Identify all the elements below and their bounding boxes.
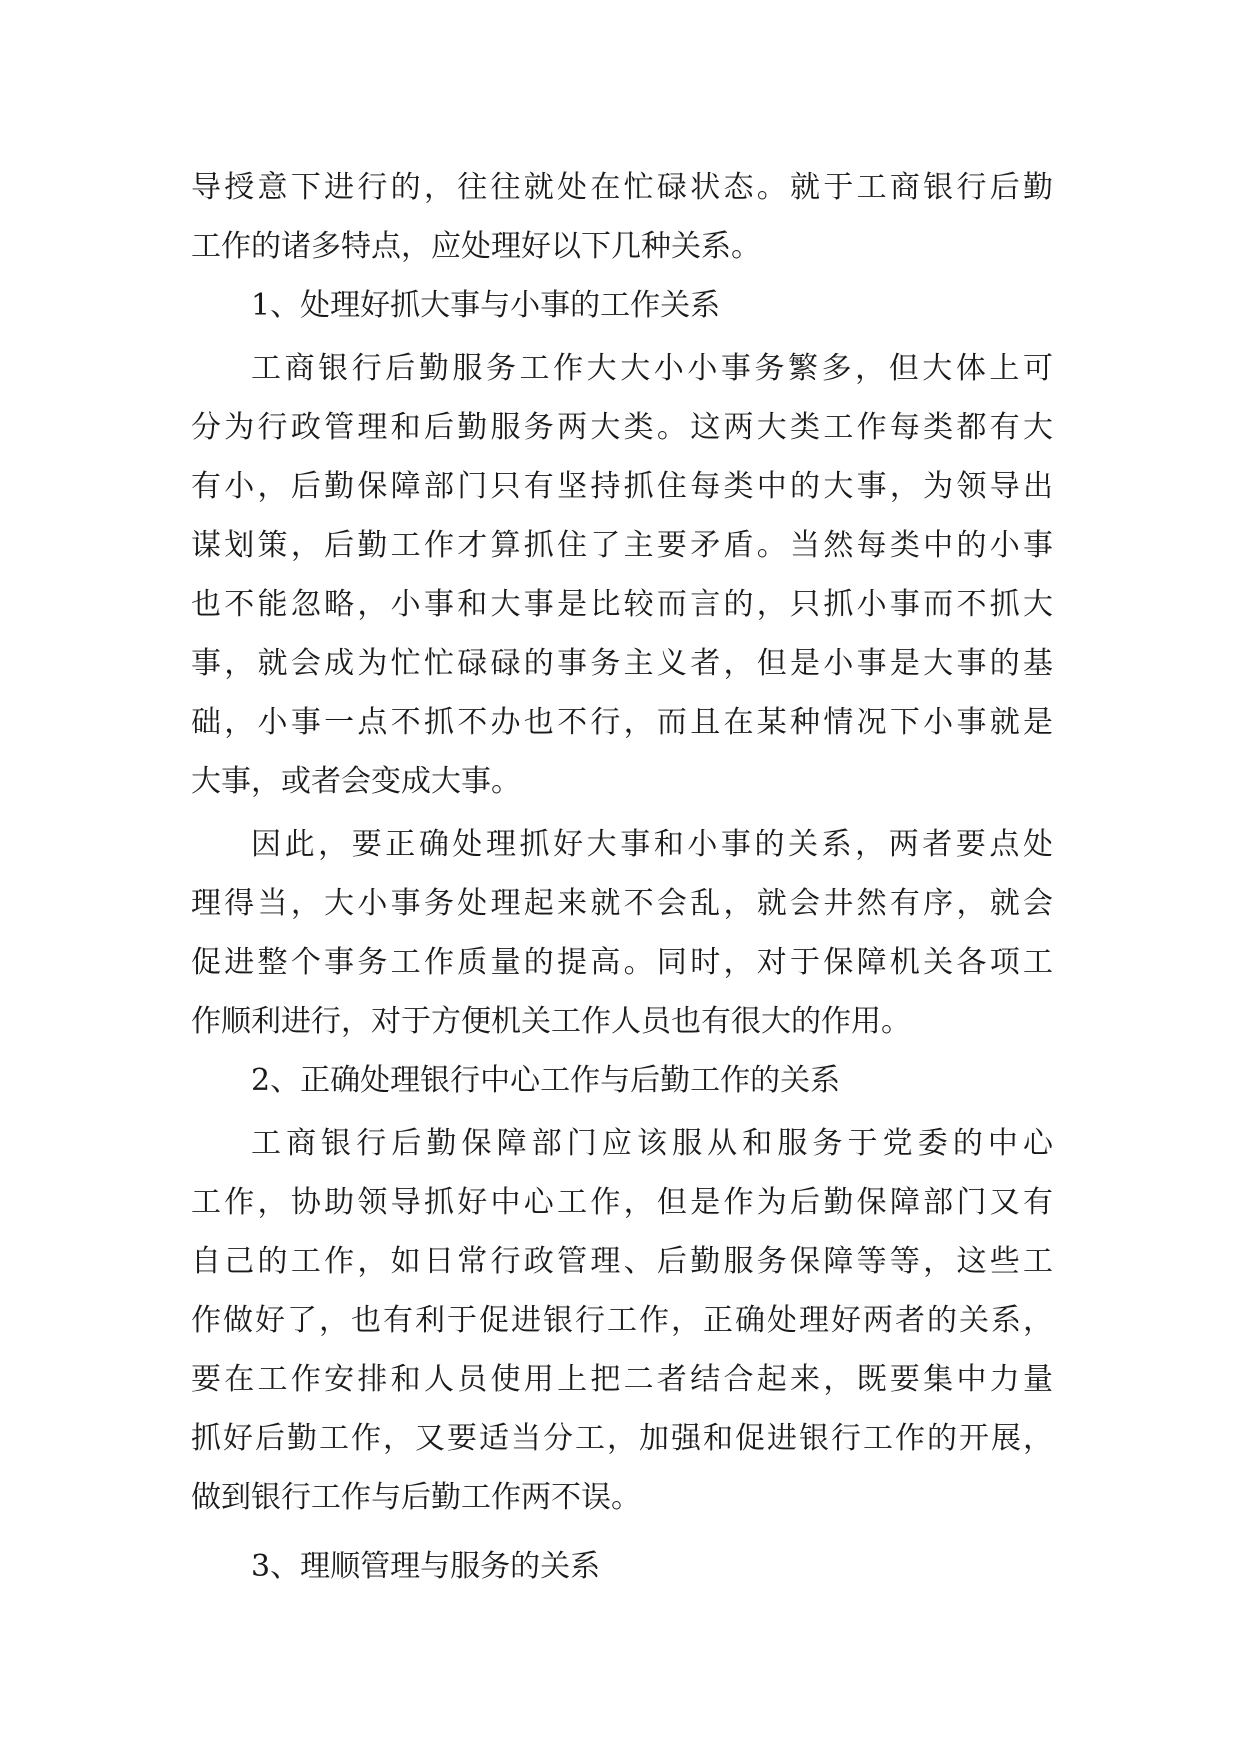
- section-heading-3: 3、理顺管理与服务的关系: [251, 1549, 601, 1584]
- document-body: [191, 158, 1053, 1596]
- section1-paragraph-2: [191, 815, 1053, 1051]
- text-line: 因此，要正确处理抓好大事和小事的关系，两者要点处: [251, 827, 1053, 862]
- text-line: 理得当，大小事务处理起来就不会乱，就会井然有序，就会: [191, 886, 1053, 921]
- section-heading-2: 2、正确处理银行中心工作与后勤工作的关系: [251, 1063, 841, 1098]
- text-line: 谋划策，后勤工作才算抓住了主要矛盾。当然每类中的小事: [191, 528, 1053, 563]
- text-line: 作顺利进行，对于方便机关工作人员也有很大的作用。: [191, 1004, 911, 1039]
- text-line: 也不能忽略，小事和大事是比较而言的，只抓小事而不抓大: [191, 587, 1053, 622]
- text-line: 工商银行后勤保障部门应该服从和服务于党委的中心: [251, 1126, 1053, 1161]
- text-line: 促进整个事务工作质量的提高。同时，对于保障机关各项工: [191, 945, 1053, 980]
- text-line: 事，就会成为忙忙碌碌的事务主义者，但是小事是大事的基: [191, 646, 1053, 681]
- section1-paragraph-1: [191, 339, 1053, 811]
- intro-paragraph: [191, 158, 1053, 276]
- section-heading-1: 1、处理好抓大事与小事的工作关系: [251, 288, 721, 323]
- text-line: 导授意下进行的，往往就处在忙碌状态。就于工商银行后勤: [191, 170, 1053, 205]
- text-line: 抓好后勤工作，又要适当分工，加强和促进银行工作的开展，: [191, 1421, 1053, 1456]
- text-line: 分为行政管理和后勤服务两大类。这两大类工作每类都有大: [191, 410, 1053, 445]
- text-line: 作做好了，也有利于促进银行工作，正确处理好两者的关系，: [191, 1303, 1053, 1338]
- text-line: 要在工作安排和人员使用上把二者结合起来，既要集中力量: [191, 1362, 1053, 1397]
- text-line: 做到银行工作与后勤工作两不误。: [191, 1480, 641, 1515]
- text-line: 自己的工作，如日常行政管理、后勤服务保障等等，这些工: [191, 1244, 1053, 1279]
- text-line: 工作的诸多特点，应处理好以下几种关系。: [191, 229, 761, 264]
- text-line: 有小，后勤保障部门只有坚持抓住每类中的大事，为领导出: [191, 469, 1053, 504]
- text-line: 大事，或者会变成大事。: [191, 764, 521, 799]
- text-line: 工作，协助领导抓好中心工作，但是作为后勤保障部门又有: [191, 1185, 1053, 1220]
- text-line: 工商银行后勤服务工作大大小小事务繁多，但大体上可: [251, 351, 1053, 386]
- section2-paragraph-1: [191, 1114, 1053, 1527]
- text-line: 础，小事一点不抓不办也不行，而且在某种情况下小事就是: [191, 705, 1053, 740]
